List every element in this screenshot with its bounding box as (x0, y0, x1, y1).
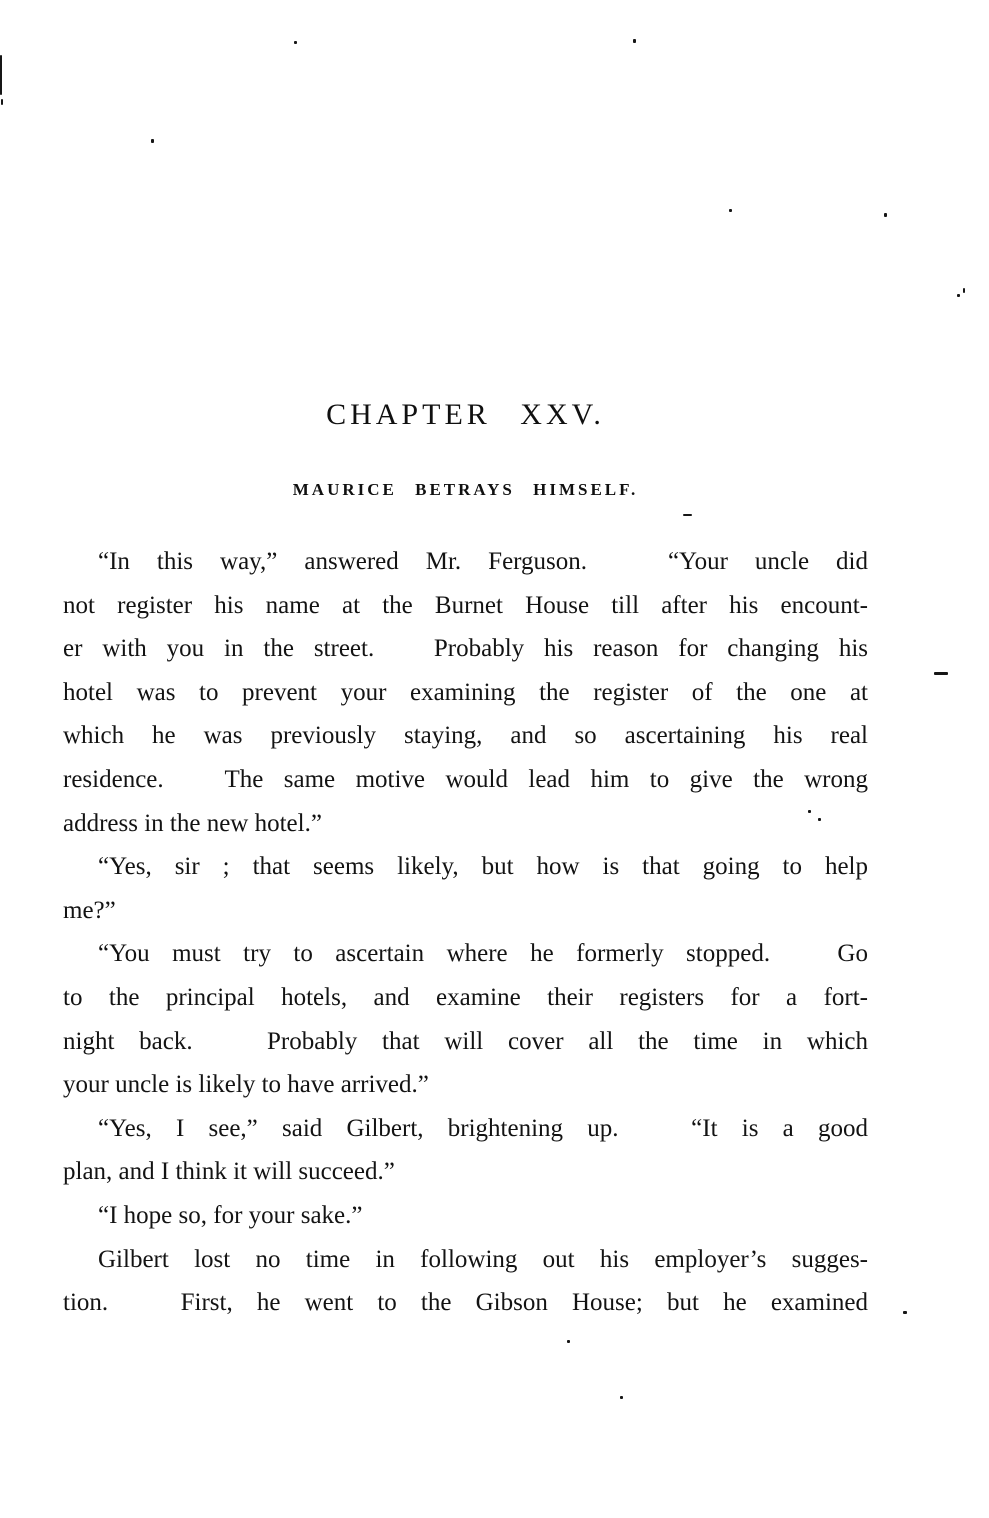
scan-artifact (884, 213, 887, 217)
text-line: “Yes, sir ; that seems likely, but how is that going to help (98, 853, 868, 881)
text-line: not register his name at the Burnet House till after his encount- (63, 591, 868, 619)
text-line: address in the new hotel.” (63, 809, 322, 837)
scan-artifact (633, 39, 636, 43)
scan-artifact (1, 99, 3, 105)
text-line: your uncle is likely to have arrived.” (63, 1071, 429, 1099)
scan-artifact (957, 294, 960, 297)
text-line: residence. The same motive would lead him to give the wrong (63, 765, 868, 793)
scan-artifact (683, 514, 692, 516)
text-line: “In this way,” answered Mr. Ferguson. “Your uncle did (98, 548, 868, 575)
scan-artifact (567, 1340, 570, 1343)
text-line: night back. Probably that will cover all the time in which (63, 1027, 868, 1055)
text-line: me?” (63, 896, 116, 924)
text-line: er with you in the street. Probably his reason for changing his (63, 635, 868, 663)
text-line: tion. First, he went to the Gibson House; but he examined (63, 1289, 868, 1317)
scan-artifact (620, 1396, 623, 1399)
chapter-heading: CHAPTER XXV. (326, 398, 605, 431)
scan-artifact (151, 139, 154, 143)
text-line: “You must try to ascertain where he formerly stopped. Go (98, 940, 868, 968)
text-line: plan, and I think it will succeed.” (63, 1158, 395, 1186)
body-text (63, 540, 868, 1325)
scan-artifact (963, 288, 965, 293)
scan-artifact (0, 55, 2, 95)
scan-artifact (294, 41, 297, 44)
scan-artifact (729, 209, 732, 212)
scan-artifact (903, 1311, 907, 1314)
text-line: hotel was to prevent your examining the register of the one at (63, 678, 868, 706)
text-line: “I hope so, for your sake.” (98, 1201, 363, 1229)
text-line: “Yes, I see,” said Gilbert, brightening up. “It is a good (98, 1114, 868, 1142)
text-line: to the principal hotels, and examine their registers for a fort- (63, 983, 868, 1011)
text-line: Gilbert lost no time in following out his employer’s sugges- (98, 1245, 868, 1273)
text-line: which he was previously staying, and so ascertaining his real (63, 722, 868, 750)
scan-artifact (934, 672, 948, 675)
chapter-subheading: MAURICE BETRAYS HIMSELF. (292, 480, 639, 499)
